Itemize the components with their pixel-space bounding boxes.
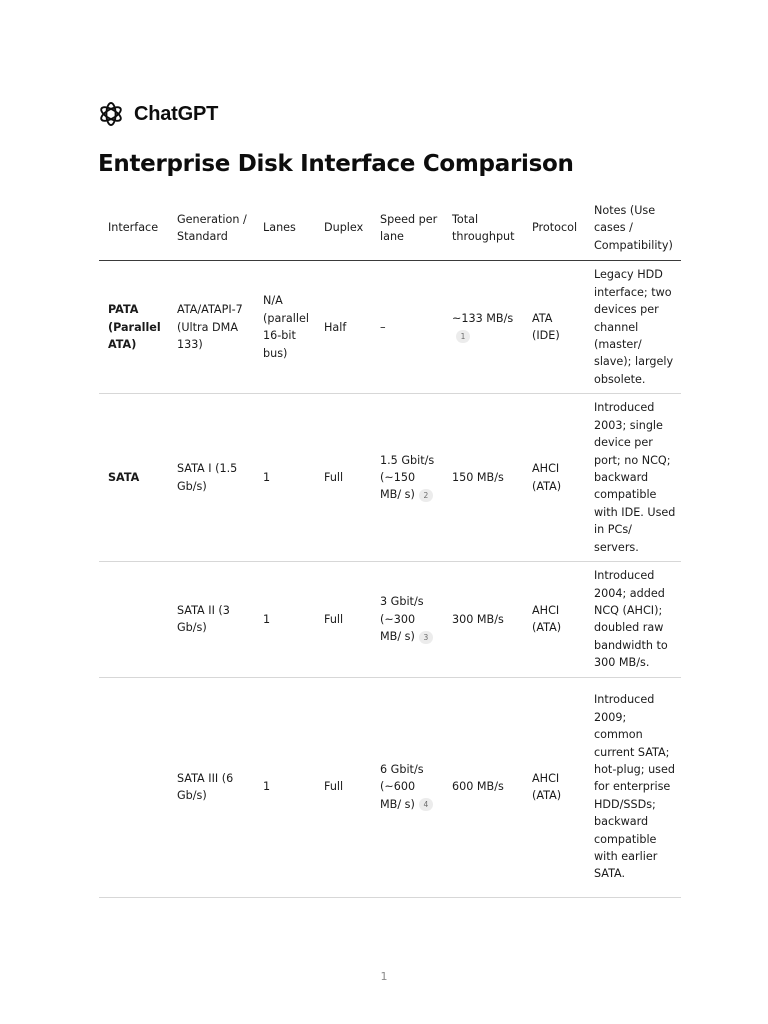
protocol-cell: ATA (IDE) xyxy=(523,261,585,394)
speed-value: – xyxy=(380,320,386,334)
column-header: Generation / Standard xyxy=(168,196,254,261)
interface-comparison-table xyxy=(99,196,681,898)
generation-cell: ATA/ATAPI-7 (Ultra DMA 133) xyxy=(168,261,254,394)
duplex-cell: Full xyxy=(315,677,371,897)
interface-cell xyxy=(99,562,168,677)
column-header: Notes (Use cases / Compatibility) xyxy=(585,196,681,261)
duplex-cell: Half xyxy=(315,261,371,394)
brand-name: ChatGPT xyxy=(134,102,219,125)
lanes-cell: 1 xyxy=(254,394,315,562)
generation-cell: SATA III (6 Gb/s) xyxy=(168,677,254,897)
generation-cell: SATA II (3 Gb/s) xyxy=(168,562,254,677)
throughput-value: ~133 MB/s xyxy=(452,311,514,325)
protocol-cell: AHCI (ATA) xyxy=(523,562,585,677)
brand-header xyxy=(98,100,218,128)
generation-cell: SATA I (1.5 Gb/s) xyxy=(168,394,254,562)
table-row xyxy=(99,562,681,677)
notes-cell: Legacy HDD interface; two devices per channel (master/ slave); largely obsolete. xyxy=(585,261,681,394)
duplex-cell: Full xyxy=(315,394,371,562)
duplex-cell: Full xyxy=(315,562,371,677)
openai-knot-icon xyxy=(98,101,124,127)
notes-cell: Introduced 2004; added NCQ (AHCI); doubled raw bandwidth to 300 MB/s. xyxy=(585,562,681,677)
lanes-cell: N/A (parallel 16-bit bus) xyxy=(254,261,315,394)
throughput-value: 150 MB/s xyxy=(452,471,504,485)
throughput-cell xyxy=(443,677,523,897)
throughput-value: 600 MB/s xyxy=(452,780,504,794)
throughput-cell xyxy=(443,261,523,394)
speed-cell xyxy=(371,394,443,562)
citation-badge[interactable]: 4 xyxy=(419,798,433,811)
column-header: Speed per lane xyxy=(371,196,443,261)
throughput-value: 300 MB/s xyxy=(452,612,504,626)
page-number: 1 xyxy=(380,970,388,983)
notes-cell: Introduced 2009; common current SATA; hot-plug; used for enterprise HDD/SSDs; backward compatible with earlier SATA. xyxy=(585,677,681,897)
speed-value: 3 Gbit/s (~300 MB/ s) xyxy=(380,595,424,644)
column-header: Interface xyxy=(99,196,168,261)
column-header: Lanes xyxy=(254,196,315,261)
speed-cell xyxy=(371,261,443,394)
interface-cell: SATA xyxy=(99,394,168,562)
table-header-row xyxy=(99,196,681,261)
speed-cell xyxy=(371,562,443,677)
protocol-cell: AHCI (ATA) xyxy=(523,394,585,562)
protocol-cell: AHCI (ATA) xyxy=(523,677,585,897)
lanes-cell: 1 xyxy=(254,562,315,677)
notes-cell: Introduced 2003; single device per port; no NCQ; backward compatible with IDE. Used in PCs/ servers. xyxy=(585,394,681,562)
speed-value: 1.5 Gbit/s (~150 MB/ s) xyxy=(380,453,435,502)
lanes-cell: 1 xyxy=(254,677,315,897)
citation-badge[interactable]: 2 xyxy=(419,489,433,502)
table-row xyxy=(99,394,681,562)
citation-badge[interactable]: 1 xyxy=(456,330,470,343)
page-title: Enterprise Disk Interface Comparison xyxy=(98,151,574,177)
column-header: Duplex xyxy=(315,196,371,261)
table-row xyxy=(99,677,681,897)
column-header: Protocol xyxy=(523,196,585,261)
speed-cell xyxy=(371,677,443,897)
interface-cell xyxy=(99,677,168,897)
throughput-cell xyxy=(443,562,523,677)
table-row xyxy=(99,261,681,394)
interface-cell: PATA (Parallel ATA) xyxy=(99,261,168,394)
column-header: Total throughput xyxy=(443,196,523,261)
throughput-cell xyxy=(443,394,523,562)
speed-value: 6 Gbit/s (~600 MB/ s) xyxy=(380,763,424,811)
citation-badge[interactable]: 3 xyxy=(419,631,433,644)
